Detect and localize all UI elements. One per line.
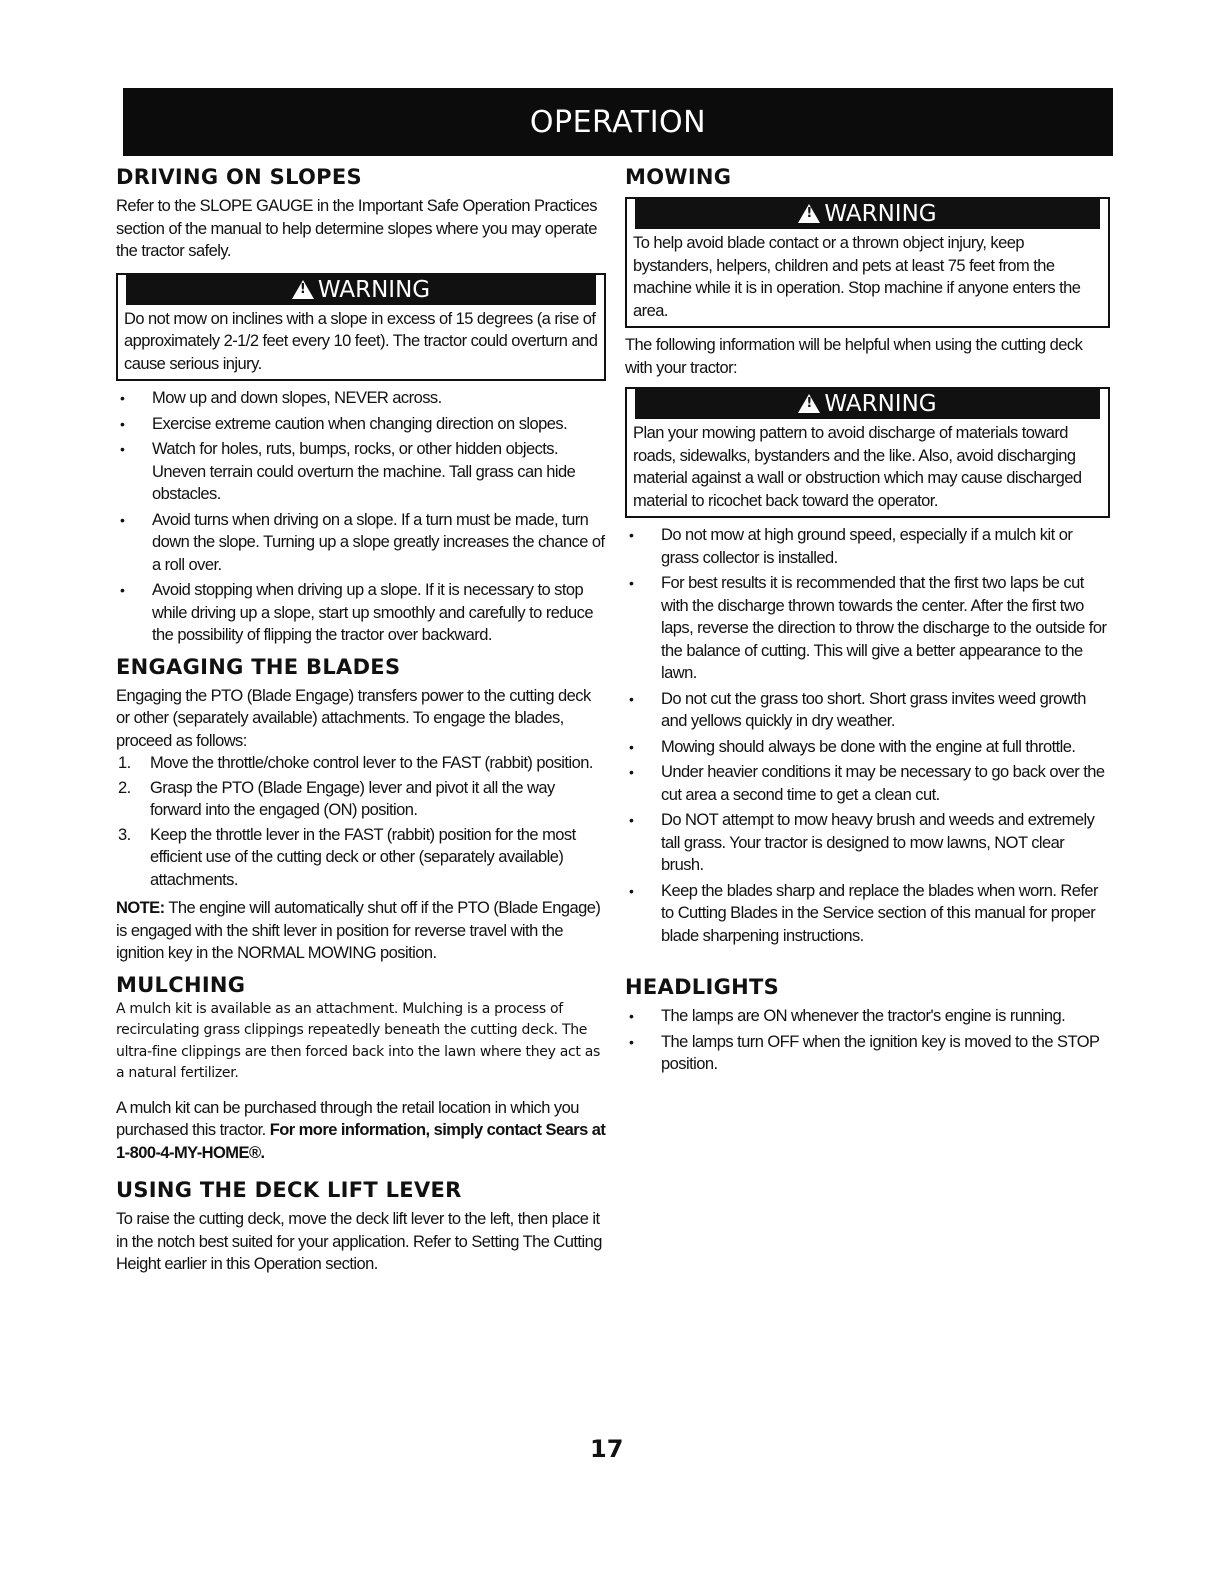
section-banner: OPERATION bbox=[123, 88, 1113, 156]
right-column bbox=[625, 165, 1110, 1079]
mowing-intro: The following information will be helpful when using the cutting deck with your tractor: bbox=[625, 336, 1083, 377]
list-item: • The lamps turn OFF when the ignition key is moved to the STOP position. bbox=[629, 1032, 1100, 1073]
sears-contact: For more information, simply contact Sears at 1-800-4-MY-HOME®. bbox=[116, 1121, 606, 1162]
blades-note bbox=[116, 897, 606, 965]
slopes-bullet-list bbox=[116, 387, 606, 647]
list-item: • Avoid stopping when driving up a slope. If it is necessary to stop while driving up a slope, start up smoothly and carefully to reduce the possibility of flipping the tractor over backward. bbox=[120, 581, 593, 644]
left-column bbox=[116, 165, 606, 1276]
list-item: 3. Keep the throttle lever in the FAST (rabbit) position for the most efficient use of the cutting deck or other (separately available) attachments. bbox=[118, 825, 576, 889]
warning-triangle-icon bbox=[798, 394, 820, 413]
warning-label: WARNING bbox=[824, 391, 937, 417]
page-number: 17 bbox=[590, 1435, 624, 1463]
mowing-heading: MOWING bbox=[625, 165, 732, 189]
list-item: • Do NOT attempt to mow heavy brush and weeds and extremely tall grass. Your tractor is designed to mow lawns, NOT clear brush. bbox=[629, 811, 1095, 874]
list-item: • Exercise extreme caution when changing direction on slopes. bbox=[120, 414, 568, 433]
list-item: • Keep the blades sharp and replace the blades when worn. Refer to Cutting Blades in the Service section of this manual for proper blade sharpening instructions. bbox=[629, 881, 1099, 945]
blades-steps bbox=[116, 752, 606, 891]
engaging-blades-heading: ENGAGING THE BLADES bbox=[116, 654, 401, 679]
list-item: • Watch for holes, ruts, bumps, rocks, or other hidden objects. Uneven terrain could overturn the machine. Tall grass can hide obstacles. bbox=[120, 440, 576, 503]
list-item: • Under heavier conditions it may be necessary to go back over the cut area a second time to get a clean cut. bbox=[629, 763, 1105, 804]
warning-triangle-icon bbox=[798, 204, 820, 223]
warning-header bbox=[126, 275, 596, 305]
warning-label: WARNING bbox=[824, 201, 937, 227]
list-item: 1. Move the throttle/choke control lever to the FAST (rabbit) position. bbox=[118, 754, 593, 772]
mowing-warning-text-2: Plan your mowing pattern to avoid discharge of materials toward roads, sidewalks, bystanders and the like. Also, avoid discharging material against a wall or obstruction which may cause discharged material to ricochet back toward the operator. bbox=[633, 424, 1082, 510]
deck-lift-text: To raise the cutting deck, move the deck lift lever to the left, then place it in the notch best suited for your application. Refer to Setting The Cutting Height earlier in this Operation section. bbox=[116, 1210, 602, 1273]
mulching-heading: MULCHING bbox=[116, 972, 246, 997]
warning-header bbox=[635, 389, 1100, 419]
slopes-intro: Refer to the SLOPE GAUGE in the Important Safe Operation Practices section of the manual to help determine slopes where you may operate the tractor safely. bbox=[116, 197, 597, 260]
list-item: • For best results it is recommended that the first two laps be cut with the discharge thrown towards the center. After the first two laps, reverse the direction to throw the discharge to the outside for the balance of cutting. This will give a better appearance to the lawn. bbox=[629, 574, 1107, 682]
warning-triangle-icon bbox=[292, 280, 314, 299]
list-item: • Mowing should always be done with the engine at full throttle. bbox=[629, 737, 1076, 756]
warning-label: WARNING bbox=[317, 276, 431, 303]
list-item: 2. Grasp the PTO (Blade Engage) lever and pivot it all the way forward into the engaged (ON) position. bbox=[118, 778, 555, 819]
mulching-para-1: A mulch kit is available as an attachment. Mulching is a process of recirculating grass clippings repeatedly beneath the cutting deck. The ultra-fine clippings are then forced back into the lawn where they act as a natural fertilizer. bbox=[116, 1000, 601, 1081]
list-item: • Mow up and down slopes, NEVER across. bbox=[120, 389, 442, 407]
mulching-para-2: A mulch kit can be purchased through the retail location in which you purchased this tractor. For more information, simply contact Sears at 1-800-4-MY-HOME®. bbox=[116, 1098, 606, 1162]
mowing-bullet-list bbox=[625, 524, 1110, 947]
mowing-warning-box-1 bbox=[625, 197, 1110, 328]
list-item: • Do not mow at high ground speed, especially if a mulch kit or grass collector is installed. bbox=[629, 526, 1073, 567]
headlights-heading: HEADLIGHTS bbox=[625, 975, 780, 999]
list-item: • Do not cut the grass too short. Short grass invites weed growth and yellows quickly in dry weather. bbox=[629, 689, 1086, 730]
slopes-warning-box bbox=[116, 273, 606, 382]
note-label: NOTE: bbox=[116, 899, 165, 917]
warning-header bbox=[635, 199, 1100, 229]
list-item: • Avoid turns when driving on a slope. If a turn must be made, turn down the slope. Turning up a slope greatly increases the chance of a roll over. bbox=[120, 510, 605, 574]
note-text: The engine will automatically shut off if the PTO (Blade Engage) is engaged with the shift lever in position for reverse travel with the ignition key in the NORMAL MOWING position. bbox=[116, 899, 601, 962]
blades-intro: Engaging the PTO (Blade Engage) transfers power to the cutting deck or other (separately available) attachments. To engage the blades, proceed as follows: bbox=[116, 686, 591, 750]
mowing-warning-text-1: To help avoid blade contact or a thrown object injury, keep bystanders, helpers, children and pets at least 75 feet from the machine while it is in operation. Stop machine if anyone enters the area. bbox=[633, 234, 1081, 320]
headlights-bullet-list bbox=[625, 1005, 1110, 1076]
driving-on-slopes-heading: DRIVING ON SLOPES bbox=[116, 165, 362, 189]
list-item: • The lamps are ON whenever the tractor's engine is running. bbox=[629, 1007, 1066, 1025]
slopes-warning-text: Do not mow on inclines with a slope in excess of 15 degrees (a rise of approximately 2-1/2 feet every 10 feet). The tractor could overturn and cause serious injury. bbox=[124, 309, 598, 373]
mowing-warning-box-2 bbox=[625, 387, 1110, 518]
deck-lift-heading: USING THE DECK LIFT LEVER bbox=[116, 1178, 462, 1202]
